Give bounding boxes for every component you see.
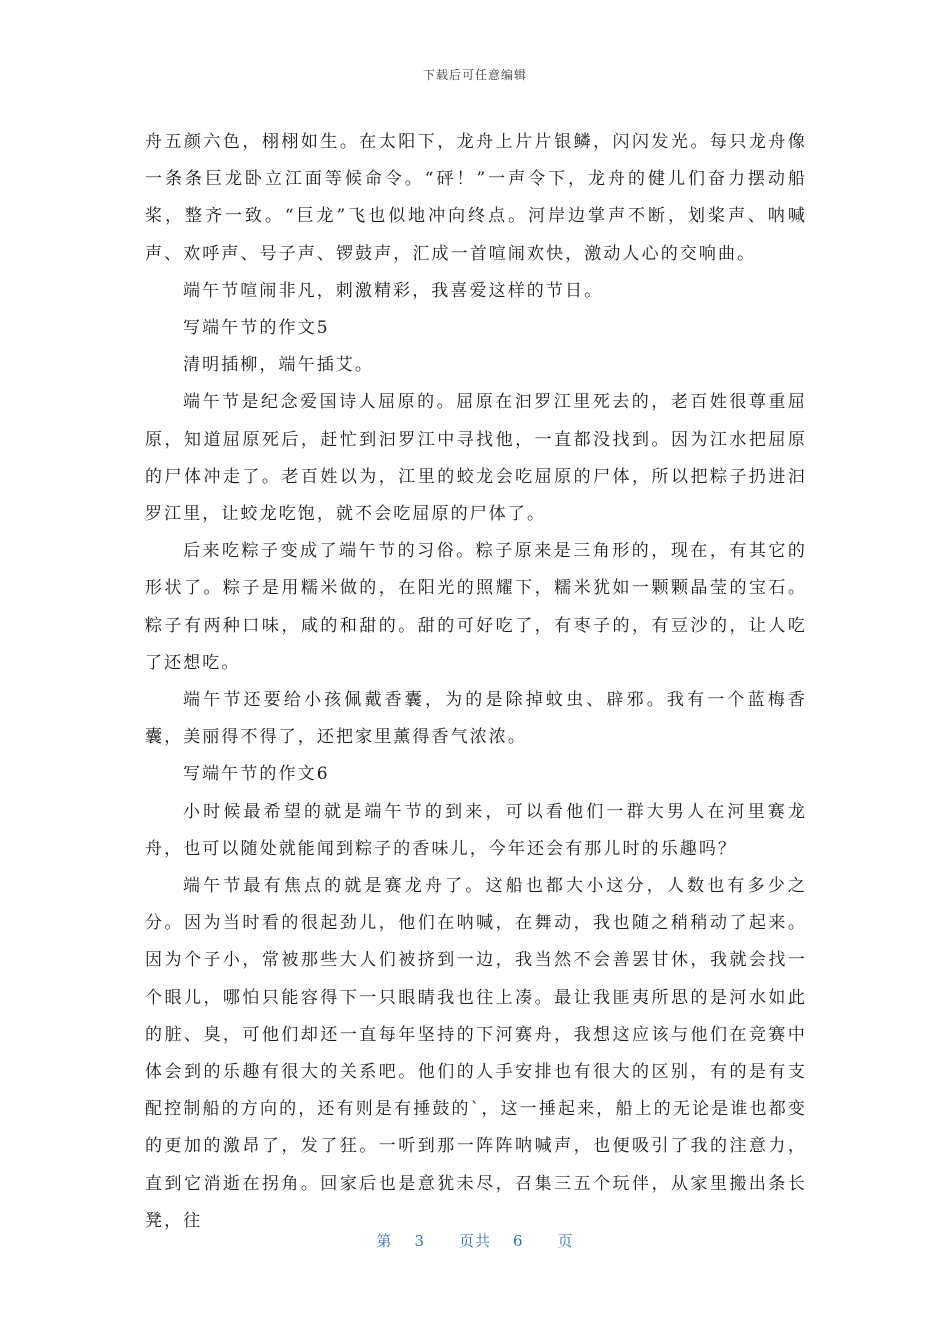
paragraph: 小时候最希望的就是端午节的到来，可以看他们一群大男人在河里赛龙舟，也可以随处就能闻到粽子的香味儿，今年还会有那儿时的乐趣吗？ <box>145 801 807 859</box>
paragraph: 后来吃粽子变成了端午节的习俗。粽子原来是三角形的，现在，有其它的形状了。粽子是用糯米做的，在阳光的照耀下，糯米犹如一颗颗晶莹的宝石。粽子有两种口味，咸的和甜的。甜的可好吃了，有枣子的，有豆沙的，让人吃了还想吃。 <box>145 541 807 673</box>
page-label-prefix: 第 <box>376 1232 393 1250</box>
paragraph: 端午节喧闹非凡，刺激精彩，我喜爱这样的节日。 <box>183 280 604 301</box>
page-footer <box>0 1230 950 1251</box>
page-header: 下载后可任意编辑 <box>422 68 527 82</box>
section-title: 写端午节的作文5 <box>183 318 330 339</box>
page-label-suffix: 页 <box>557 1232 574 1250</box>
document-body <box>145 124 807 1240</box>
paragraph: 舟五颜六色，栩栩如生。在太阳下，龙舟上片片银鳞，闪闪发光。每只龙舟像一条条巨龙卧立江面等候命令。“砰！”一声令下，龙舟的健儿们奋力摆动船桨，整齐一致。“巨龙”飞也似地冲向终点。河岸边掌声不断，划桨声、呐喊声、欢呼声、号子声、锣鼓声，汇成一首喧闹欢快，激动人心的交响曲。 <box>145 132 807 264</box>
page-label-middle: 页共 <box>458 1232 491 1250</box>
total-pages-number: 6 <box>513 1232 524 1250</box>
section-title: 写端午节的作文6 <box>183 764 330 785</box>
paragraph: 端午节最有焦点的就是赛龙舟了。这船也都大小这分，人数也有多少之分。因为当时看的很起劲儿，他们在呐喊，在舞动，我也随之稍稍动了起来。因为个子小，常被那些大人们被挤到一边，我当然不会善罢甘休，我就会找一个眼儿，哪怕只能容得下一只眼睛我也往上凑。最让我匪夷所思的是河水如此的脏、臭，可他们却还一直每年坚持的下河赛舟，我想这应该与他们在竞赛中体会到的乐趣有很大的关系吧。他们的人手安排也有很大的区别，有的是有支配控制船的方向的，还有则是有捶鼓的`，这一捶起来，船上的无论是谁也都变的更加的激昂了，发了狂。一听到那一阵阵呐喊声，也便吸引了我的注意力，直到它消逝在拐角。回家后也是意犹未尽，召集三五个玩伴，从家里搬出条长凳，往 <box>145 876 807 1231</box>
paragraph: 端午节是纪念爱国诗人屈原的。屈原在汩罗江里死去的，老百姓很尊重屈原，知道屈原死后，赶忙到汩罗江中寻找他，一直都没找到。因为江水把屈原的尸体冲走了。老百姓以为，江里的蛟龙会吃屈原的尸体，所以把粽子扔进汩罗江里，让蛟龙吃饱，就不会吃屈原的尸体了。 <box>145 392 807 525</box>
paragraph: 端午节还要给小孩佩戴香囊，为的是除掉蚊虫、辟邪。我有一个蓝梅香囊，美丽得不得了，还把家里薰得香气浓浓。 <box>145 690 807 748</box>
current-page-number: 3 <box>414 1232 425 1250</box>
paragraph: 清明插柳，端午插艾。 <box>183 355 374 376</box>
